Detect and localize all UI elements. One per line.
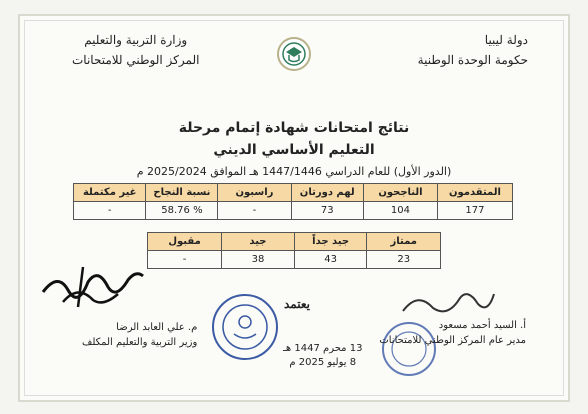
value-cell: 73 [291,202,363,220]
minister-signature-icon [38,262,148,312]
ministry-name: وزارة التربية والتعليم [84,33,188,47]
results-header-row [74,184,513,202]
gregorian-date: 8 يوليو 2025 م [289,357,357,368]
header-cell: مقبول [148,233,222,251]
results-value-row [74,202,513,220]
official-stamp-icon [210,292,280,362]
title-line-2: التعليم الأساسي الديني [213,142,375,158]
header-cell: راسبون [218,184,291,202]
header-left [72,30,199,70]
title-line-3: (الدور الأول) للعام الدراسي 1447/1446 هـ الموافق 2025/2024 م [136,165,452,178]
value-cell: 23 [367,251,441,269]
director-title: مدير عام المركز الوطني للامتحانات [379,335,526,346]
value-cell: - [218,202,291,220]
director-signature-block [379,318,526,348]
director-signature-icon [398,286,498,320]
minister-title: وزير التربية والتعليم المكلف [82,337,198,348]
state-name: دولة ليبيا [484,33,528,47]
header-cell: المتقدمون [437,184,512,202]
hijri-date: 13 محرم 1447 هـ [283,343,363,354]
value-cell: 38 [222,251,295,269]
director-name: أ. السيد أحمد مسعود [438,320,526,331]
exam-center-logo-icon [276,36,312,72]
header-cell: ممتاز [367,233,441,251]
government-name: حكومة الوحدة الوطنية [417,53,528,67]
value-cell: 43 [294,251,367,269]
header-cell: لهم دورتان [291,184,363,202]
approval-label: يعتمد [284,297,310,311]
value-cell: 104 [363,202,437,220]
grades-header-row [148,233,441,251]
value-cell: 177 [437,202,512,220]
center-name: المركز الوطني للامتحانات [72,53,200,67]
header-cell: نسبة النجاح [146,184,218,202]
header-cell: الناجحون [363,184,437,202]
results-table [73,183,513,220]
grades-table [147,232,441,269]
minister-name: م. علي العابد الرضا [116,322,198,333]
header-cell: جيد جداً [294,233,367,251]
approval-date [283,342,362,370]
value-cell: % 58.76 [146,202,218,220]
minister-signature-block [82,320,197,350]
title-line-1: نتائج امتحانات شهادة إتمام مرحلة [178,120,410,136]
value-cell: - [148,251,222,269]
grades-value-row [148,251,441,269]
header-cell: جيد [222,233,295,251]
value-cell: - [74,202,146,220]
header-cell: غير مكتملة [74,184,146,202]
header-right [418,30,528,70]
